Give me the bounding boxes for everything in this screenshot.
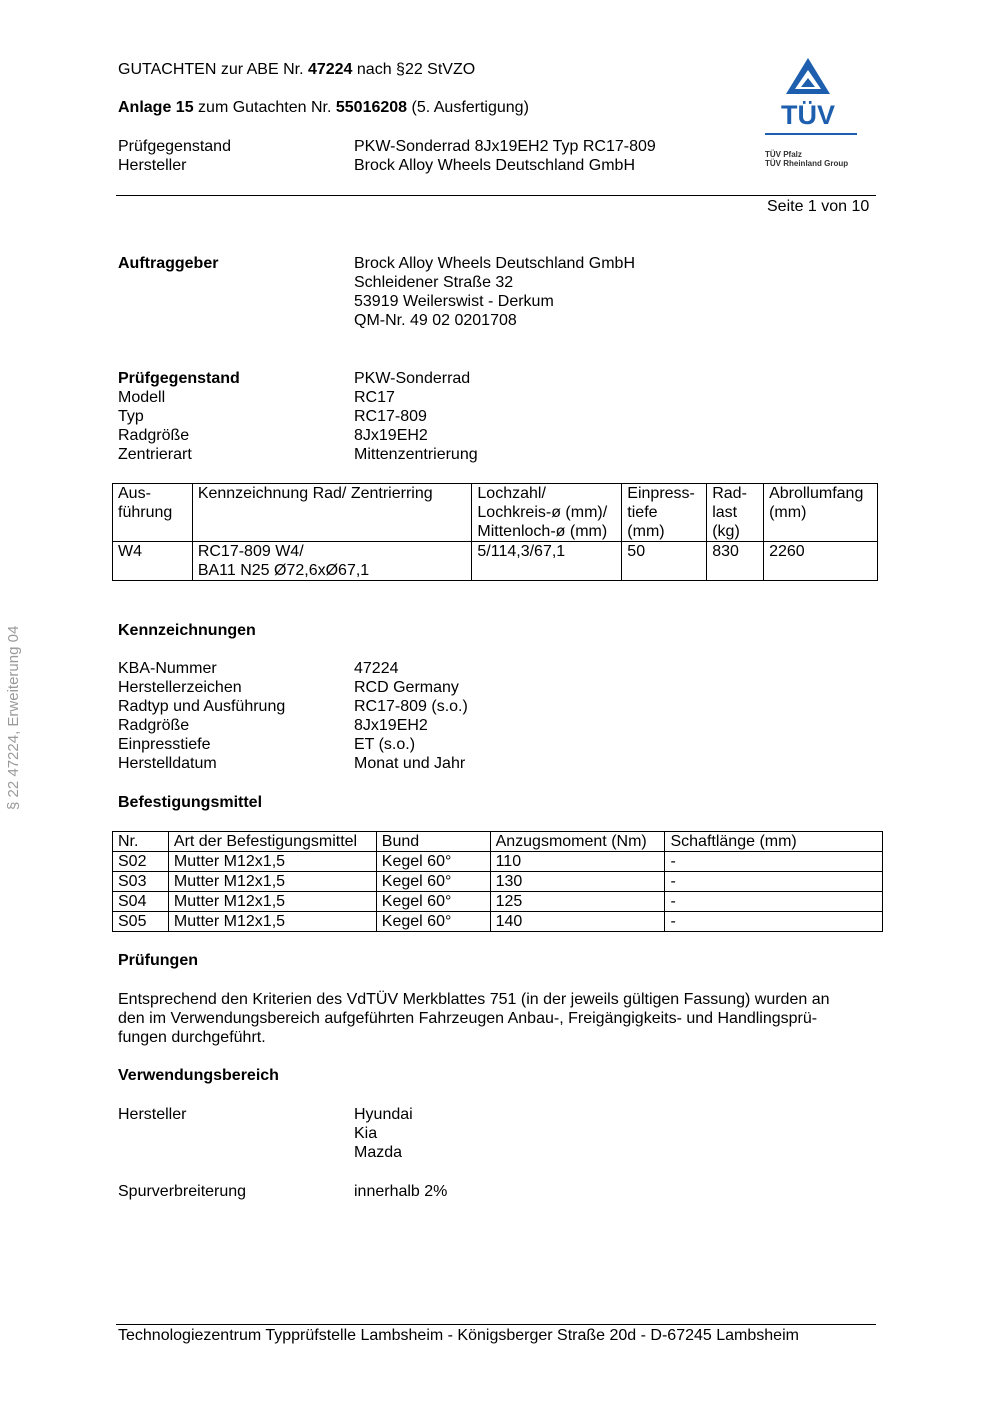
table-cell: 5/114,3/67,1: [472, 542, 622, 581]
header-cell: Aus- führung: [113, 484, 193, 542]
table-cell: S03: [113, 872, 169, 892]
list-item: Hyundai: [354, 1106, 413, 1123]
fastener-table-header: [113, 832, 883, 852]
table-cell: S04: [113, 892, 169, 912]
table-cell: S05: [113, 912, 169, 932]
table-cell: Mutter M12x1,5: [168, 912, 376, 932]
verwendungsbereich-title: Verwendungsbereich: [118, 1067, 279, 1084]
header-cell: Schaftlänge (mm): [665, 832, 883, 852]
pruefungen-paragraph: Entsprechend den Kriterien des VdTÜV Merkblattes 751 (in der jeweils gültigen Fassung) wurden an den im Verwendungsbereich aufgeführten Fahrzeugen Anbau-, Freigängigkeits- und Handlingsprü- fungen durchgeführt.: [118, 991, 830, 1046]
header-cell: Art der Befestigungsmittel: [168, 832, 376, 852]
hersteller-list: [354, 1105, 413, 1162]
report-title: GUTACHTEN zur ABE Nr. 47224 nach §22 StVZO: [118, 61, 476, 78]
tuev-logo: [762, 56, 862, 176]
table-cell: 2260: [764, 542, 878, 581]
table-cell: 140: [490, 912, 665, 932]
hersteller-label: Hersteller: [118, 1106, 187, 1123]
header-cell: Lochzahl/ Lochkreis-ø (mm)/ Mittenloch-ø (mm): [472, 484, 622, 542]
befestigung-title: Befestigungsmittel: [118, 794, 263, 811]
table-cell: Kegel 60°: [376, 892, 490, 912]
table-cell: Mutter M12x1,5: [168, 872, 376, 892]
auftraggeber-label: Auftraggeber: [118, 255, 219, 272]
table-cell: Mutter M12x1,5: [168, 852, 376, 872]
logo-sub2: TÜV Rheinland Group: [765, 159, 849, 168]
table-row: [113, 912, 883, 932]
table-cell: Kegel 60°: [376, 852, 490, 872]
footer-divider: [116, 1324, 876, 1325]
table-cell: Kegel 60°: [376, 912, 490, 932]
table-cell: Kegel 60°: [376, 872, 490, 892]
list-item: Kia: [354, 1125, 378, 1142]
logo-sub1: TÜV Pfalz: [765, 150, 802, 159]
tuev-wordmark: TÜV: [781, 100, 835, 130]
footer-address: Technologiezentrum Typprüfstelle Lambsheim - Königsberger Straße 20d - D-67245 Lambsheim: [118, 1327, 799, 1344]
table-cell: 125: [490, 892, 665, 912]
table-cell: Mutter M12x1,5: [168, 892, 376, 912]
pruefungen-title: Prüfungen: [118, 952, 198, 969]
header-cell: Nr.: [113, 832, 169, 852]
header-divider: [116, 195, 876, 196]
header-cell: Bund: [376, 832, 490, 852]
header-cell: Kennzeichnung Rad/ Zentrierring: [192, 484, 472, 542]
table-cell: 830: [707, 542, 764, 581]
table-row: [113, 872, 883, 892]
spur-value: innerhalb 2%: [354, 1183, 448, 1200]
table-row: [113, 542, 878, 581]
side-annotation: § 22 47224, Erweiterung 04: [5, 625, 22, 810]
header-cell: Rad- last (kg): [707, 484, 764, 542]
wheel-table-header: [113, 484, 878, 542]
list-item: Mazda: [354, 1144, 403, 1161]
spur-label: Spurverbreiterung: [118, 1183, 247, 1200]
table-cell: 130: [490, 872, 665, 892]
table-cell: 50: [622, 542, 707, 581]
header-cell: Einpress- tiefe (mm): [622, 484, 707, 542]
table-row: [113, 892, 883, 912]
table-cell: 110: [490, 852, 665, 872]
table-cell: -: [665, 852, 883, 872]
kennzeichnungen-title: Kennzeichnungen: [118, 622, 256, 639]
table-cell: RC17-809 W4/ BA11 N25 Ø72,6xØ67,1: [192, 542, 472, 581]
table-cell: -: [665, 912, 883, 932]
auftraggeber-address: Brock Alloy Wheels Deutschland GmbH Schleidener Straße 32 53919 Weilerswist - Derkum QM-Nr. 49 02 0201708: [354, 255, 635, 329]
header-cell: Anzugsmoment (Nm): [490, 832, 665, 852]
table-row: [113, 852, 883, 872]
table-cell: -: [665, 872, 883, 892]
header-cell: Abrollumfang (mm): [764, 484, 878, 542]
wheel-table: [112, 483, 878, 581]
table-cell: S02: [113, 852, 169, 872]
page-number: Seite 1 von 10: [767, 198, 870, 215]
table-cell: W4: [113, 542, 193, 581]
fastener-table: [112, 831, 883, 932]
table-cell: -: [665, 892, 883, 912]
attachment-line: Anlage 15 zum Gutachten Nr. 55016208 (5. Ausfertigung): [118, 99, 529, 116]
logo-divider: [765, 133, 857, 135]
